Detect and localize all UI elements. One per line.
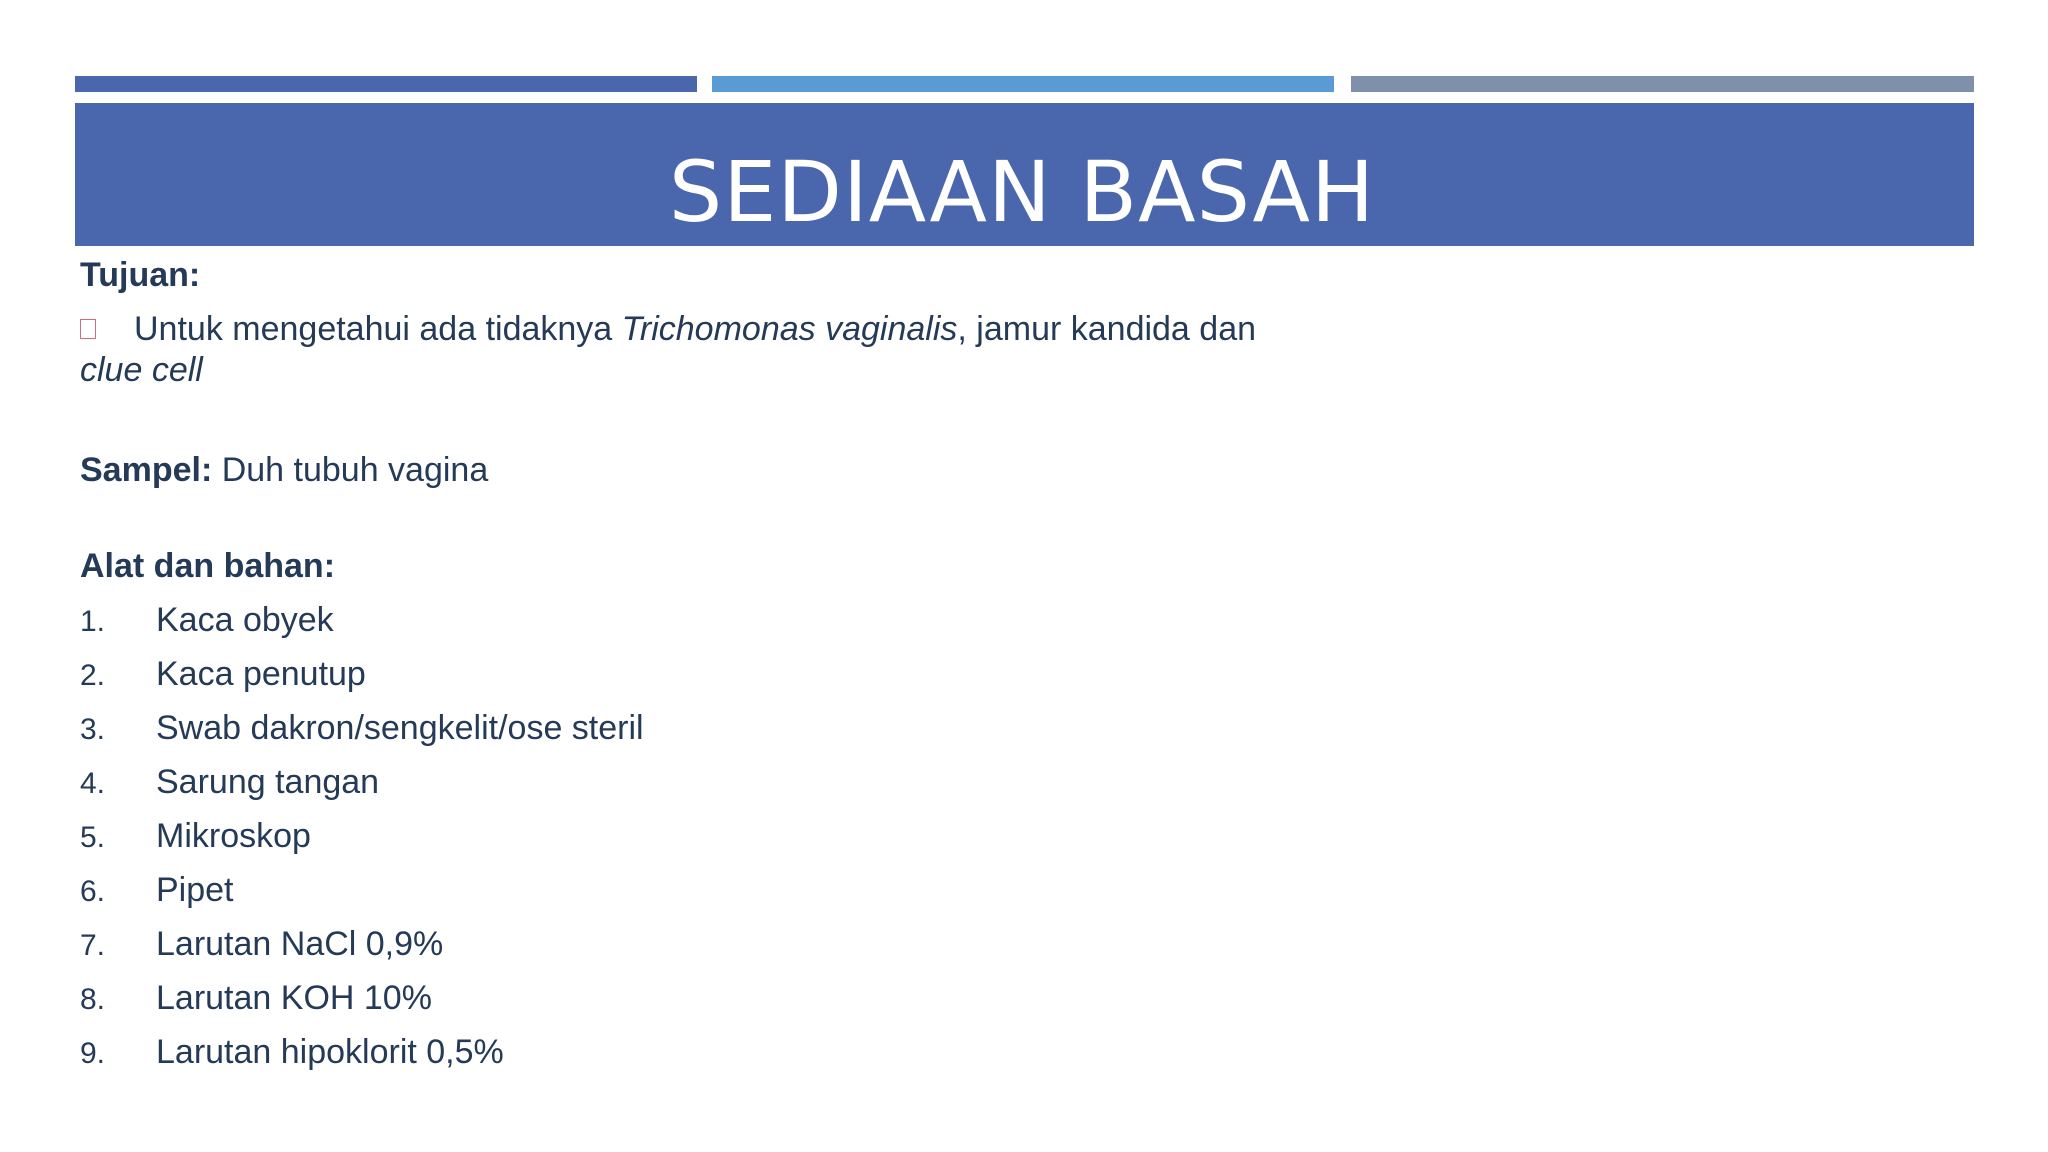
list-item xyxy=(80,817,311,856)
list-item-text: Pipet xyxy=(156,871,234,909)
accent-bar-2 xyxy=(712,76,1334,92)
list-item xyxy=(80,655,366,694)
tujuan-text-after: , jamur kandida dan xyxy=(957,310,1257,348)
list-item-text: Kaca obyek xyxy=(156,601,334,639)
list-item-number: 9. xyxy=(80,1037,106,1070)
tujuan-label: Tujuan: xyxy=(80,256,201,294)
list-item-number: 5. xyxy=(80,821,106,854)
sampel-label: Sampel: xyxy=(80,451,213,489)
tujuan-text-before: Untuk mengetahui ada tidaknya xyxy=(134,310,622,348)
list-item-number: 7. xyxy=(80,929,106,962)
sampel-line xyxy=(80,451,488,490)
tujuan-bullet xyxy=(80,310,1256,349)
sampel-value: Duh tubuh vagina xyxy=(212,451,489,489)
list-item xyxy=(80,709,644,748)
list-item-number: 8. xyxy=(80,983,106,1016)
list-item-text: Mikroskop xyxy=(156,817,311,855)
tujuan-line-2 xyxy=(80,351,203,390)
slide-title xyxy=(0,142,2046,242)
list-item-number: 6. xyxy=(80,875,106,908)
list-item-text: Sarung tangan xyxy=(156,763,380,801)
list-item-text: Kaca penutup xyxy=(156,655,366,693)
tujuan-clue-cell: clue cell xyxy=(80,351,203,389)
list-item-number: 2. xyxy=(80,659,106,692)
square-bullet-icon xyxy=(80,319,96,339)
list-item-number: 1. xyxy=(80,605,106,638)
list-item xyxy=(80,1033,504,1072)
list-item xyxy=(80,871,234,910)
list-item-number: 3. xyxy=(80,713,106,746)
list-item-text: Larutan KOH 10% xyxy=(156,979,432,1017)
list-item xyxy=(80,763,379,802)
list-item-text: Swab dakron/sengkelit/ose steril xyxy=(156,709,644,747)
alat-label: Alat dan bahan: xyxy=(80,547,336,585)
list-item xyxy=(80,925,443,964)
list-item-text: Larutan hipoklorit 0,5% xyxy=(156,1033,504,1071)
list-item xyxy=(80,601,334,640)
slide-title-text: SEDIAAN BASAH xyxy=(668,143,1376,241)
tujuan-italic-term: Trichomonas vaginalis xyxy=(621,310,958,348)
list-item-text: Larutan NaCl 0,9% xyxy=(156,925,444,963)
accent-bar-1 xyxy=(75,76,697,92)
list-item-number: 4. xyxy=(80,767,106,800)
accent-bar-3 xyxy=(1351,76,1974,92)
list-item xyxy=(80,979,432,1018)
